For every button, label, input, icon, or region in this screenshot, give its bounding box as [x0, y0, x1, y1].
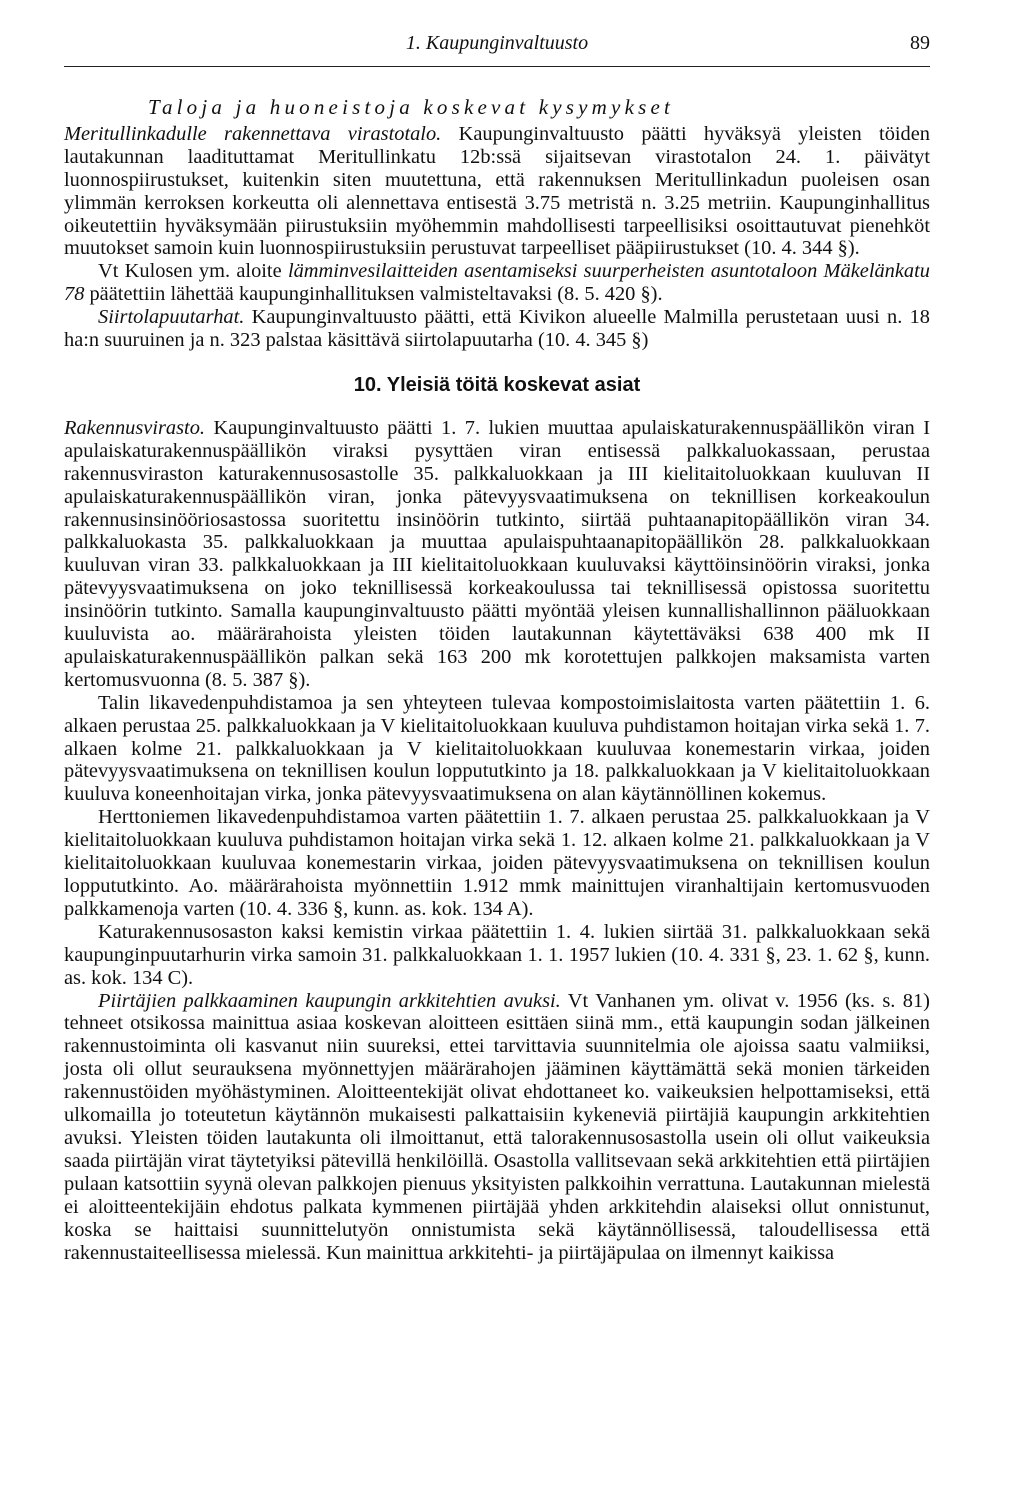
paragraph-herttoniemi: Herttoniemen likavedenpuhdistamoa varten päätettiin 1. 7. alkaen perustaa 25. palkkaluokkaan ja V kielitaitoluokkaan kuuluva puhdistamon hoitajan virka sekä 1. 12. alkaen kolme 21. palkkaluokkaan ja V kielitaitoluokkaan kuuluvaa konemestarin virkaa, joiden pätevyysvaatimuksena on teknillisen koulun loppututkinto. Ao. määrärahoista myönnettiin 1.912 mmk mainittujen viranhaltijain kertomusvuoden palkkamenoja varten (10. 4. 336 §, kunn. as. kok. 134 A). [64, 806, 930, 920]
paragraph-title: lämminvesilaitteiden asentamiseksi suurperheisten asuntotaloon Mäkelänkatu 78 [64, 260, 930, 306]
paragraph-siirtolapuutarhat [64, 306, 930, 352]
paragraph-title: Piirtäjien palkkaaminen kaupungin arkkitehtien avuksi. [98, 989, 561, 1012]
paragraph-rakennusvirasto [64, 417, 930, 692]
paragraph-title: Meritullinkadulle rakennettava virastotalo. [64, 122, 442, 145]
paragraph-talin: Talin likavedenpuhdistamoa ja sen yhteyteen tulevaa kompostoimislaitosta varten päätettiin 1. 6. alkaen perustaa 25. palkkaluokkaan ja V kielitaitoluokkaan kuuluva puhdistamon hoitajan virka sekä 1. 7. alkaen kolme 21. palkkaluokkaan ja V kielitaitoluokkaan kuuluvaa konemestarin virkaa, joiden pätevyysvaatimuksena on teknillisen koulun loppututkinto ja 18. palkkaluokkaan ja V kielitaitoluokkaan kuuluva koneenhoitajan virka, jonka pätevyysvaatimuksena on alan käytännöllinen kokemus. [64, 691, 930, 806]
paragraph-text: päätettiin lähettää kaupunginhallituksen valmisteltavaksi (8. 5. 420 §). [84, 283, 663, 306]
paragraph-text: Kaupunginvaltuusto päätti 1. 7. lukien muuttaa apulaiskaturakennuspäällikön viran I apulaiskaturakennuspäällikön viraksi pysyttäen viran entisessä palkkaluokassaan, perustaa rakennusviraston katurakennusosastolle 35. palkkaluokkaan ja III kielitaitoluokkaan kuuluvan II apulaiskaturakennuspäällikön viran, jonka pätevyysvaatimuksena on teknillisen korkeakoulun rakennusinsinööriosastossa suoritettu insinöörin tutkinto, siirtää puhtaanapitopäällikön viran 34. palkkaluokasta 35. palkkaluokkaan ja muuttaa apulaispuhtaanapitopäällikön 28. palkkaluokkaan kuuluvan viran 33. palkkaluokkaan ja III kielitaitoluokkaan kuuluvaksi käyttöinsinöörin viraksi, jonka pätevyysvaatimuksena on joko teknillisessä korkeakoulussa tai teknillisessä opistossa suoritettu insinöörin tutkinto. Samalla kaupunginvaltuusto päätti myöntää yleisen kunnallishallinnon pääluokkaan kuuluvista ao. määrärahoista yleisten töiden lautakunnan käytettäväksi 638 400 mk II apulaiskaturakennuspäällikön palkan sekä 163 200 mk korotettujen palkkojen maksamista varten kertomusvuonna (8. 5. 387 §). [64, 416, 930, 691]
paragraph-title: Siirtolapuutarhat. [98, 306, 245, 329]
paragraph-text: Vt Vanhanen ym. olivat v. 1956 (ks. s. 81) tehneet otsikossa mainittua asiaa koskevan aloitteen esittäen siinä mm., että kaupungin sodan jälkeinen rakennustoiminta oli kasvanut niin suureksi, ettei tarvittavia suunnitelmia ole ajoissa saatu valmiiksi, josta oli ollut seurauksena myönnettyjen määrärahojen jääminen käyttämättä sekä monien tärkeiden rakennustöiden myöhästyminen. Aloitteentekijät olivat ehdottaneet ko. vaikeuksien helpottamiseksi, että ulkomailla jo toteutetun käytännön mukaisesti palkattaisiin kykeneviä piirtäjiä kaupungin arkkitehtien avuksi. Yleisten töiden lautakunta oli ilmoittanut, että talorakennusosastolla usein oli ollut vaikeuksia saada piirtäjän virat täytetyiksi pätevillä henkilöillä. Osastolla vallitsevaan sekä arkkitehtien että piirtäjien pulaan katsottiin syynä olevan palkkojen pienuus yksityisten palkkoihin verrattuna. Lautakunnan mielestä ei aloitteentekijäin ehdotus palkata kymmenen piirtäjää yhden arkkitehdin alaiseksi ollut onnistunut, koska se haittaisi suunnittelutyön onnistumista sekä käytännöllisessä, taloudellisessa että rakennustaiteellisessa mielessä. Kun mainittua arkkitehti- ja piirtäjäpulaa on ilmennyt kaikissa [64, 989, 930, 1264]
paragraph-text: Kaupunginvaltuusto päätti, että Kivikon alueelle Malmilla perustetaan uusi n. 18 ha:n suuruinen ja n. 323 palstaa käsittävä siirtolapuutarha (10. 4. 345 §) [64, 306, 930, 352]
paragraph-katurakennusosasto: Katurakennusosaston kaksi kemistin virkaa päätettiin 1. 4. lukien siirtää 31. palkkaluokkaan sekä kaupunginpuutarhurin virka samoin 31. palkkaluokkaan 1. 1. 1957 lukien (10. 4. 331 §, 23. 1. 62 §, kunn. as. kok. 134 C). [64, 920, 930, 989]
page-number: 89 [910, 32, 930, 54]
body-text [64, 96, 930, 1264]
page-header [64, 30, 930, 67]
paragraph-meritullinkatu [64, 123, 930, 260]
paragraph-title: Rakennusvirasto. [64, 416, 206, 439]
paragraph-piirtajat [64, 990, 930, 1265]
section-heading: 10. Yleisiä töitä koskevat asiat [353, 373, 641, 396]
running-title: 1. Kaupunginvaltuusto [405, 32, 589, 54]
paragraph-kulonen [64, 260, 930, 306]
paragraph-lead: Vt Kulosen ym. aloite [98, 260, 288, 283]
sub-heading: Taloja ja huoneistoja koskevat kysymykset [148, 95, 675, 119]
paragraph-text: Kaupunginvaltuusto päätti hyväksyä yleisten töiden lautakunnan laadituttamat Meritullinkatu 12b:ssä sijaitsevan virastotalon 24. 1. päivätyt luonnospiirustukset, kuitenkin siten muutettuna, että rakennuksen Meritullinkadun puoleisen osan ylimmän kerroksen korkeutta oli alennettava entisestä 3.75 metristä n. 3.25 metriin. Kaupunginhallitus oikeutettiin hyväksymään piirustuksiin myöhemmin mahdollisesti tarpeellisiksi osoittautuvat pienehköt muutokset samoin kuin luonnospiirustuksiin perustuvat tarpeelliset pääpiirustukset (10. 4. 344 §). [64, 122, 930, 260]
